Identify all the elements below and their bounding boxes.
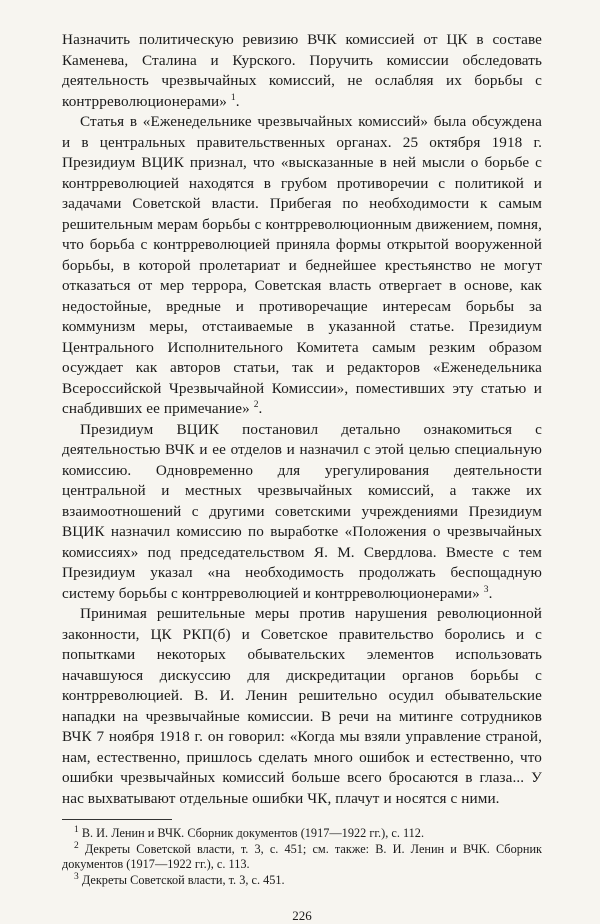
footnote-2: $^2$ Декреты Советской власти, т. 3, с. 451; см. также: В. И. Ленин и ВЧК. Сборник документов (1917—1922 гг.), с. 113. — [62, 840, 542, 871]
footnotes — [62, 826, 542, 888]
paragraph-3: Президиум ВЦИК постановил детально ознакомиться с деятельностью ВЧК и ее отделов и назначил с этой целью специальную комиссию. Одновременно для урегулирования деятельности центральной и местных чрезвычайных комиссий, а также их взаимоотношений с другими советскими учреждениями Президиум ВЦИК назначил комиссию по выработке «Положения о чрезвычайных комиссиях» под председательством Я. М. Свердлова. Вместе с тем Президиум указал «на необходимость продолжать беспощадную систему борьбы с контрреволюцией и контрреволюционерами» $^3$. — [62, 420, 542, 602]
footnote-ref-1: 1 — [230, 92, 236, 103]
footnote-ref-3: 3 — [483, 584, 489, 595]
footnote-1: $^1$ В. И. Ленин и ВЧК. Сборник документов (1917—1922 гг.), с. 112. — [74, 824, 425, 840]
page-number: 226 — [292, 908, 312, 923]
footnote-divider — [62, 819, 172, 820]
footnote-3: $^3$ Декреты Советской власти, т. 3, с. 451. — [74, 871, 285, 887]
paragraph-2: Статья в «Еженедельнике чрезвычайных комиссий» была обсуждена и в центральных правительственных органах. 25 октября 1918 г. Президиум ВЦИК признал, что «высказанные в ней мысли о борьбе с контрреволюцией находятся в грубом противоречии с политикой и задачами Советской власти. Прибегая по необходимости к самым решительным мерам борьбы с контрреволюционным движением, помня, что борьба с контрреволюцией приняла формы открытой вооруженной борьбы, в которой пролетариат и беднейшее крестьянство не могут отказаться от мер террора, Советская власть отвергает в основе, как недостойные, вредные и противоречащие интересам борьбы за коммунизм меры, отстаиваемые в указанной статье. Президиум Центрального Исполнительного Комитета самым резким образом осуждает как авторов статьи, так и редакторов «Еженедельника Всероссийской Чрезвычайной Комиссии», поместивших эту статью и снабдивших ее примечание» $^2$. — [62, 113, 542, 417]
paragraph-4: Принимая решительные меры против нарушения революционной законности, ЦК РКП(б) и Советское правительство боролись и с попытками некоторых обывательских элементов использовать начавшуюся дискуссию для дискредитации органов борьбы с контрреволюцией. В. И. Ленин решительно осудил обывательские нападки на чрезвычайные комиссии. В речи на митинге сотрудников ВЧК 7 ноября 1918 г. он говорил: «Когда мы взяли управление страной, нам, естественно, пришлось сделать много ошибок и естественно, что ошибки чрезвычайных комиссий больше всего бросаются в глаза... У нас выхватывают отдельные ошибки ЧК, плачут и носятся с ними. — [62, 605, 542, 807]
paragraph-1: Назначить политическую ревизию ВЧК комиссией от ЦК в составе Каменева, Сталина и Курского. Поручить комиссии обследовать деятельность чрезвычайных комиссий, не ослабляя их борьбы с контрреволюционерами» $^1$. — [62, 31, 542, 110]
footnote-ref-2: 2 — [253, 399, 259, 410]
body-text — [62, 30, 542, 809]
